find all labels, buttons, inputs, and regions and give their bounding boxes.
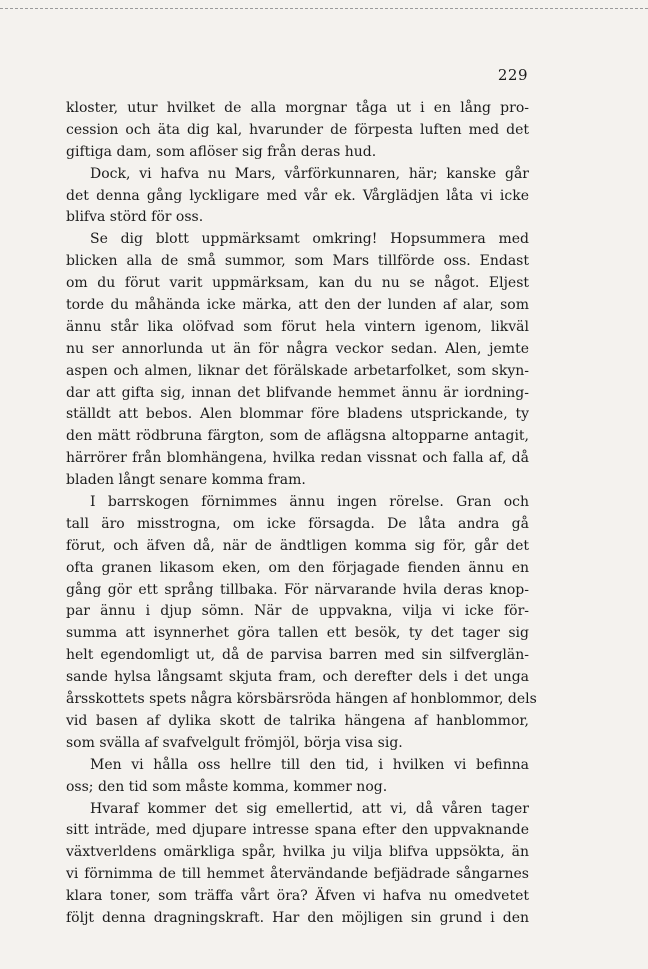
- body-text: [66, 98, 537, 930]
- text-line: växtverldens omärkliga spår, hvilka ju vilja blifva uppsökta, än: [66, 844, 529, 861]
- text-line: Men vi hålla oss hellre till den tid, i hvilken vi befinna: [90, 756, 529, 773]
- text-line: ännu står lika olöfvad som förut hela vintern igenom, likväl: [66, 318, 529, 335]
- text-line: giftiga dam, som aflöser sig från deras hud.: [66, 143, 377, 160]
- text-line: summa att isynnerhet göra tallen ett besök, ty det tager sig: [66, 625, 529, 642]
- text-line: ofta granen likasom eken, om den förjagade fienden ännu en: [66, 559, 529, 576]
- text-line: som svälla af svafvelgult frömjöl, börja visa sig.: [66, 734, 403, 751]
- text-line: vid basen af dylika skott de talrika hängena af hanblommor,: [66, 712, 529, 729]
- top-edge-rule: [0, 8, 648, 9]
- text-line: par ännu i djup sömn. När de uppvakna, vilja vi icke för-: [66, 603, 529, 620]
- text-line: blicken alla de små summor, som Mars tillförde oss. Endast: [66, 253, 529, 270]
- text-line: blifva störd för oss.: [66, 209, 204, 226]
- text-line: Se dig blott uppmärksamt omkring! Hopsummera med: [90, 231, 529, 248]
- text-line: aspen och almen, liknar det förälskade arbetarfolket, som skyn-: [66, 362, 529, 379]
- text-line: oss; den tid som måste komma, kommer nog.: [66, 778, 388, 795]
- text-line: I barrskogen förnimmes ännu ingen rörelse. Gran och: [90, 494, 529, 511]
- text-line: ställdt att bebos. Alen blommar före bladens utsprickande, ty: [66, 406, 529, 423]
- text-line: helt egendomligt ut, då de parvisa barren med sin silfverglän-: [66, 647, 529, 664]
- text-line: förut, och äfven då, när de ändtligen komma sig för, går det: [66, 537, 529, 554]
- text-line: dar att gifta sig, innan det blifvande hemmet ännu är iordning-: [66, 384, 529, 401]
- text-line: vi förnimma de till hemmet återvändande befjädrade sångarnes: [66, 866, 529, 883]
- text-line: kloster, utur hvilket de alla morgnar tåga ut i en lång pro-: [66, 100, 529, 116]
- text-line: sande hylsa långsamt skjuta fram, och derefter dels i det unga: [66, 669, 529, 686]
- text-line: klara toner, som träffa vårt öra? Äfven vi hafva nu omedvetet: [66, 888, 529, 905]
- text-line: det denna gång lyckligare med vår ek. Vårglädjen låta vi icke: [66, 187, 529, 204]
- text-line: den mätt rödbruna färgton, som de aflägsna altopparne antagit,: [66, 428, 529, 445]
- text-line: följt denna dragningskraft. Har den möjligen sin grund i den: [66, 909, 529, 926]
- text-line: sitt inträde, med djupare intresse spana efter den uppvaknande: [66, 822, 529, 839]
- text-line: nu ser annorlunda ut än för några veckor sedan. Alen, jemte: [66, 340, 529, 357]
- text-line: Dock, vi hafva nu Mars, vårförkunnaren, här; kanske går: [90, 165, 529, 182]
- text-line: bladen långt senare komma fram.: [66, 472, 306, 489]
- text-line: härrörer från blomhängena, hvilka redan vissnat och falla af, då: [66, 450, 529, 467]
- text-line: gång gör ett språng tillbaka. För närvarande hvila deras knop-: [66, 581, 529, 598]
- text-line: om du förut varit uppmärksam, kan du nu se något. Eljest: [66, 275, 529, 292]
- text-line: cession och äta dig kal, hvarunder de förpesta luften med det: [66, 121, 529, 138]
- text-line: tall äro misstrogna, om icke försagda. De låta andra gå: [66, 515, 529, 532]
- text-line: torde du måhända icke märka, att den der lunden af alar, som: [66, 297, 529, 314]
- text-line: årsskottets spets några körsbärsröda hängen af honblommor, dels: [66, 691, 537, 708]
- page-number: 229: [497, 66, 528, 84]
- text-line: Hvaraf kommer det sig emellertid, att vi, då våren tager: [90, 800, 529, 817]
